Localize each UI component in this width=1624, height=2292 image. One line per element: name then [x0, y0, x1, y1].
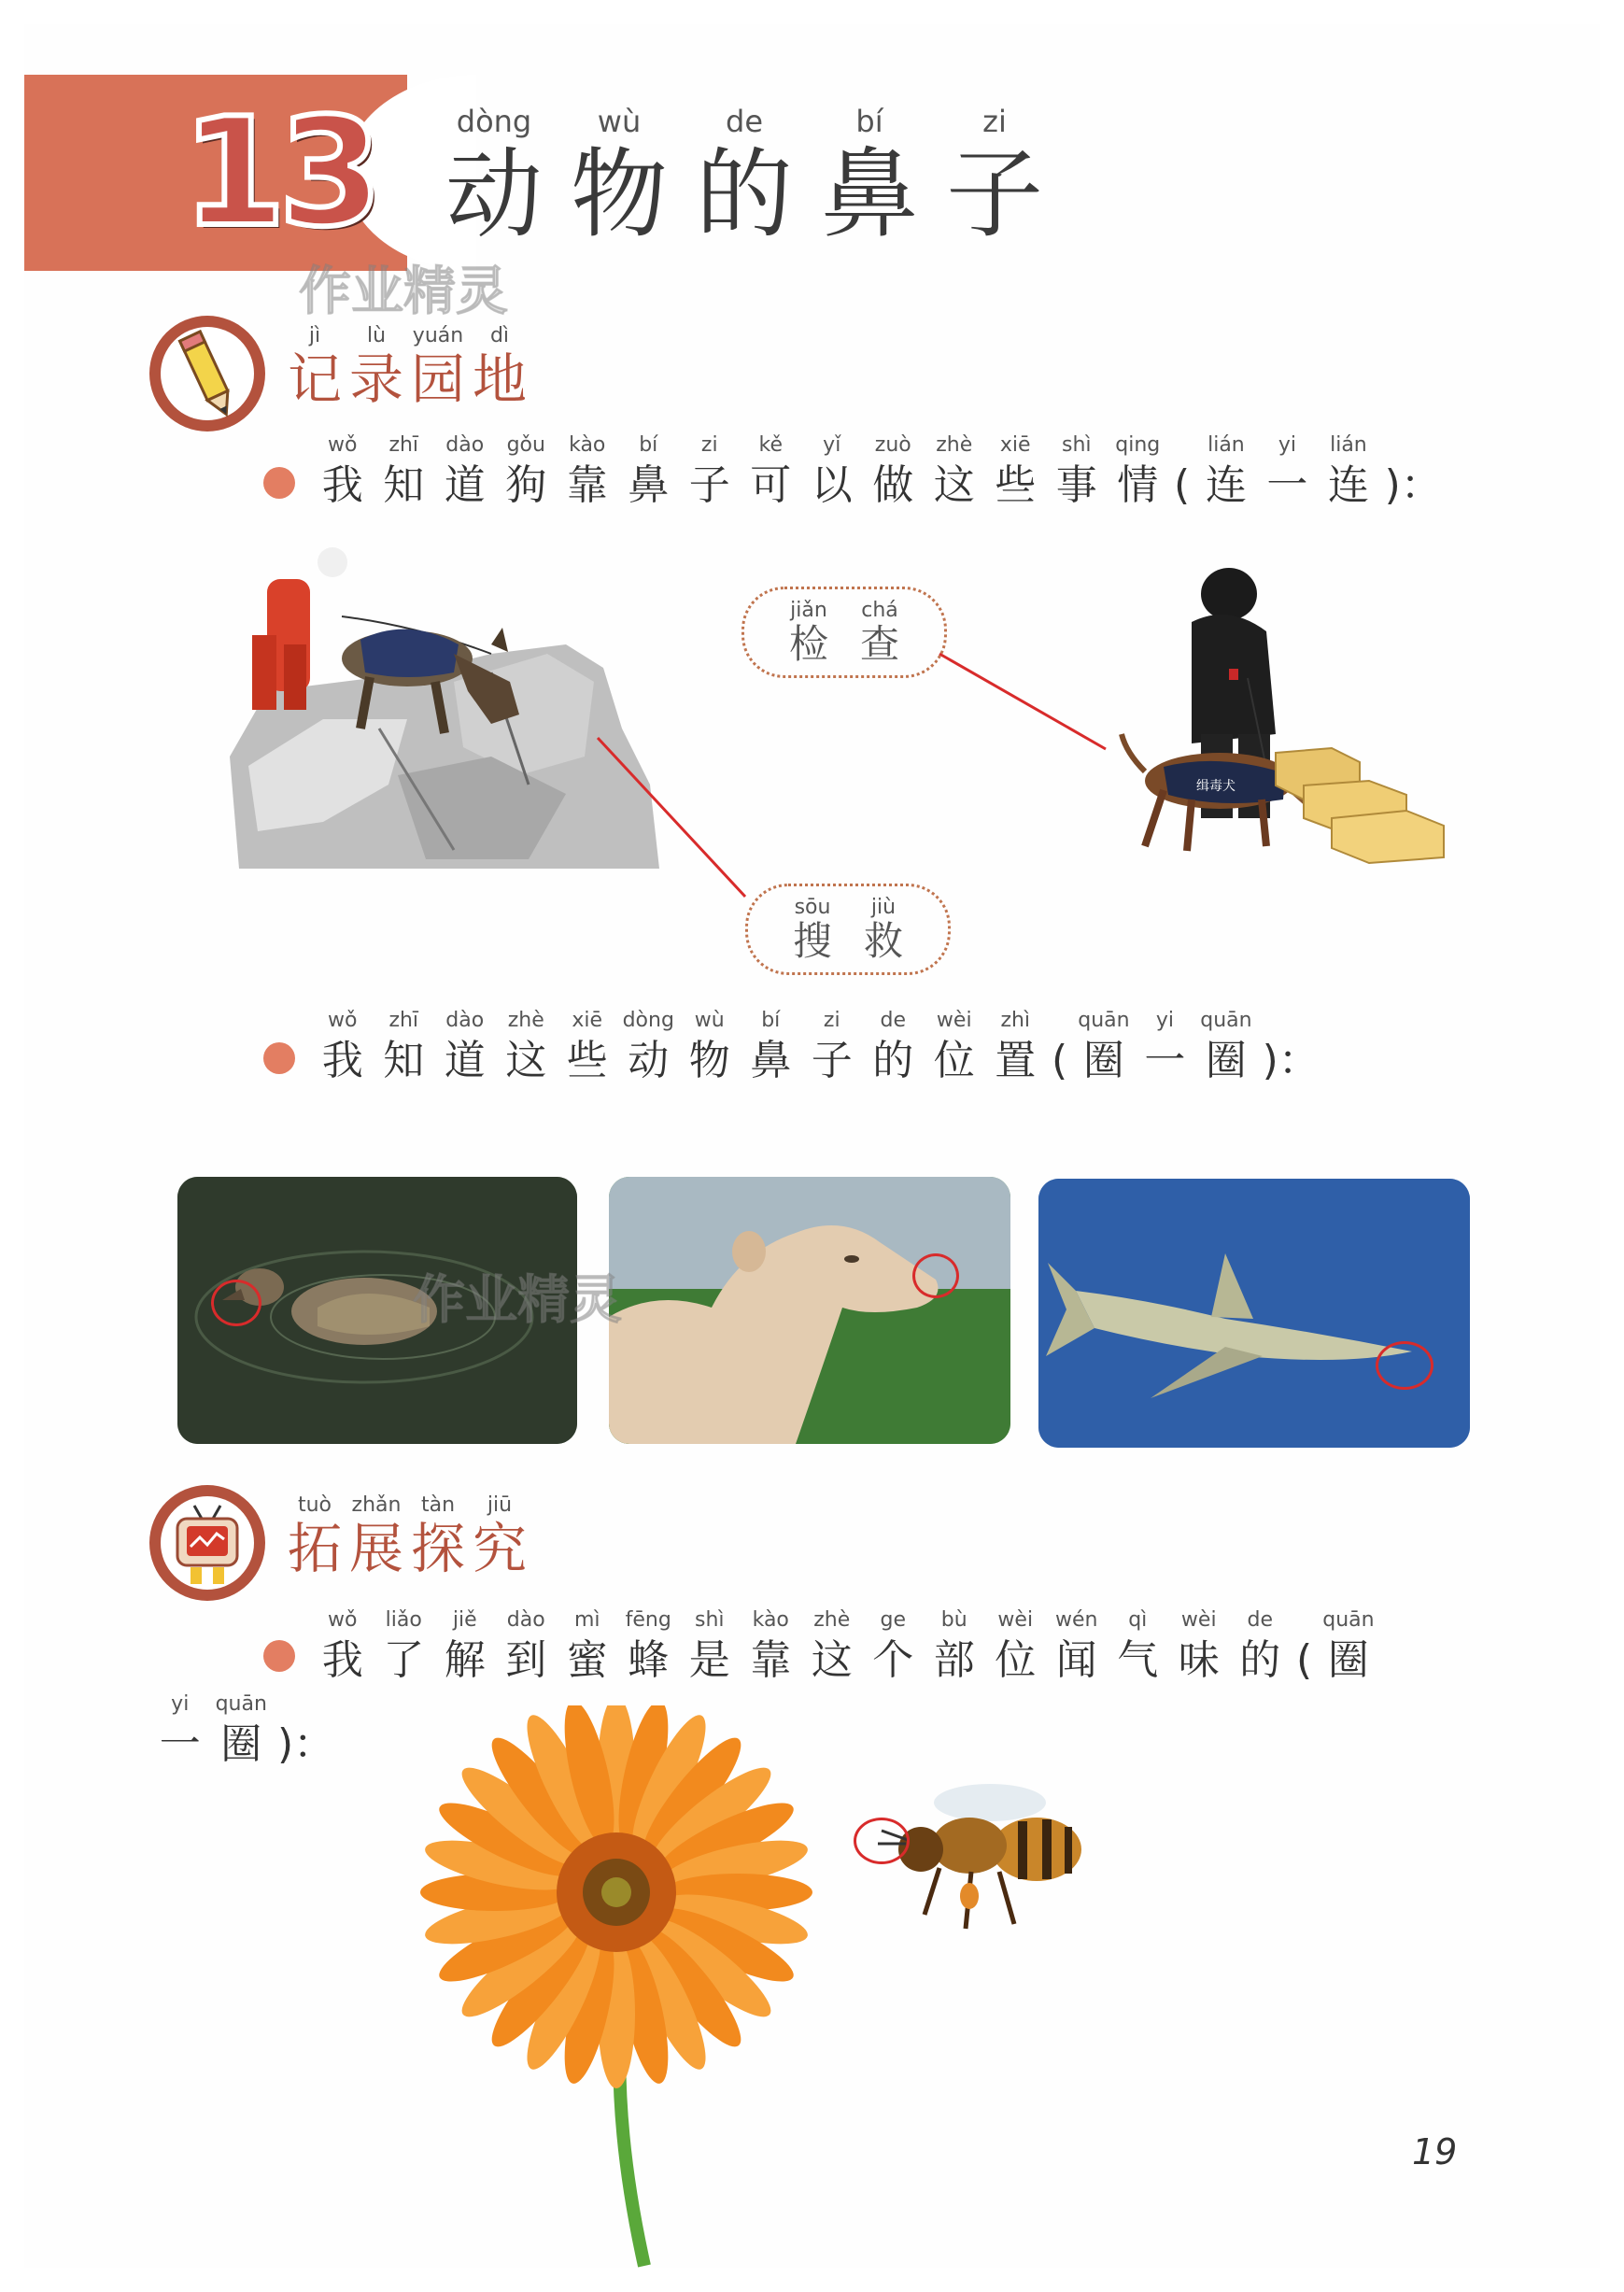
hanzi: 我 — [321, 1636, 363, 1684]
hanzi: 动 — [445, 137, 543, 251]
pinyin: bí — [855, 104, 883, 139]
shark-photo — [1038, 1179, 1470, 1448]
pinyin: wù — [694, 1009, 725, 1032]
hanzi: 圈 — [1327, 1636, 1369, 1684]
pinyin: quān — [1322, 1608, 1375, 1632]
hanzi: 以 — [811, 461, 853, 509]
hanzi: 圈 — [1205, 1037, 1247, 1084]
pinyin: zhǎn — [351, 1493, 402, 1517]
hanzi: 这 — [811, 1636, 853, 1684]
hanzi: 救 — [863, 918, 903, 964]
pinyin: wèi — [1180, 1608, 1217, 1632]
pinyin: dào — [445, 433, 485, 457]
hanzi: 的 — [872, 1037, 914, 1084]
hanzi: 动 — [628, 1037, 670, 1084]
pinyin: wù — [597, 104, 642, 139]
hanzi: 我 — [321, 1037, 363, 1084]
hanzi: 检 — [788, 621, 828, 667]
pinyin: gǒu — [506, 433, 545, 457]
pinyin: yi — [171, 1692, 190, 1716]
question-char — [801, 1606, 863, 1687]
pinyin: shì — [694, 1608, 725, 1632]
hanzi: 蜜 — [566, 1636, 608, 1684]
option-char — [789, 896, 836, 963]
hanzi: 了 — [383, 1636, 425, 1684]
pinyin: quān — [1200, 1009, 1252, 1032]
question-char — [924, 1606, 985, 1687]
hanzi: 拓 — [287, 1517, 342, 1580]
section-title-char — [286, 1493, 344, 1578]
pinyin: zhè — [936, 433, 973, 457]
question-char — [496, 1606, 558, 1687]
hanzi: 鼻 — [750, 1037, 792, 1084]
hanzi: 一 — [1144, 1037, 1186, 1084]
hanzi: 狗 — [505, 461, 547, 509]
section-title-char — [347, 1493, 405, 1578]
option-check[interactable] — [741, 587, 947, 678]
hanzi: 鼻 — [820, 137, 918, 251]
hanzi: 个 — [872, 1636, 914, 1684]
pinyin: zhè — [507, 1009, 544, 1032]
question-char — [741, 1606, 802, 1687]
pinyin: xiē — [999, 433, 1031, 457]
pinyin: liǎo — [385, 1608, 422, 1632]
option-char — [860, 896, 907, 963]
pinyin: fēng — [625, 1608, 671, 1632]
camel-nose-circle — [912, 1253, 959, 1298]
watermark: 作业精灵 — [413, 1270, 622, 1331]
pinyin: lián — [1330, 433, 1367, 457]
question-char — [211, 1691, 273, 1771]
hanzi: 知 — [383, 1037, 425, 1084]
pinyin: jì — [308, 324, 321, 347]
pinyin: zuò — [874, 433, 911, 457]
question-bee-line2 — [149, 1691, 340, 1771]
hanzi: 录 — [348, 347, 403, 411]
hanzi: 子 — [945, 137, 1043, 251]
question-char — [434, 1606, 496, 1687]
question-bee — [312, 1606, 1379, 1687]
question-char — [374, 1007, 435, 1087]
pinyin: mì — [573, 1608, 600, 1632]
pinyin: zi — [700, 433, 718, 457]
pinyin: yi — [1278, 433, 1296, 457]
pinyin: sōu — [794, 896, 831, 919]
hanzi: 可 — [750, 461, 792, 509]
section-title-char — [471, 1493, 529, 1578]
camel-photo — [609, 1177, 1010, 1444]
hanzi: 记 — [287, 347, 342, 411]
question-char — [312, 1606, 374, 1687]
pinyin: qì — [1128, 1608, 1148, 1632]
question-char — [679, 1606, 741, 1687]
hanzi: 一 — [1266, 461, 1308, 509]
pinyin: zhī — [388, 433, 419, 457]
hanzi: 靠 — [566, 461, 608, 509]
hanzi: 道 — [444, 461, 486, 509]
pinyin: dào — [506, 1608, 545, 1632]
hanzi: 圈 — [220, 1720, 262, 1768]
pinyin: jiě — [452, 1608, 477, 1632]
hanzi: 解 — [444, 1636, 486, 1684]
pinyin: kào — [752, 1608, 789, 1632]
question-char — [1046, 1606, 1108, 1687]
hanzi: 些 — [995, 461, 1037, 509]
watermark: 作业精灵 — [299, 262, 508, 322]
hanzi: 味 — [1178, 1636, 1220, 1684]
paren-close: )： — [1262, 1037, 1320, 1084]
hanzi: 地 — [472, 347, 527, 411]
pinyin: tuò — [297, 1493, 332, 1517]
hanzi: 事 — [1055, 461, 1097, 509]
pinyin: lù — [366, 324, 387, 347]
question-char — [434, 1007, 496, 1087]
question-char — [863, 1606, 925, 1687]
pinyin: de — [726, 104, 763, 139]
question-char — [1108, 1606, 1169, 1687]
question-char — [312, 1007, 374, 1087]
hanzi: 靠 — [750, 1636, 792, 1684]
pinyin: zi — [823, 1009, 840, 1032]
pinyin: de — [1247, 1608, 1273, 1632]
bullet-dot — [263, 1042, 295, 1074]
question-char — [1073, 1007, 1135, 1087]
hanzi: 闻 — [1055, 1636, 1097, 1684]
pinyin: jiū — [487, 1493, 513, 1517]
question-char — [741, 1007, 802, 1087]
pinyin: yuán — [412, 324, 464, 347]
hanzi: 鼻 — [628, 461, 670, 509]
paren-close: )： — [277, 1720, 335, 1768]
tv-robot-icon — [149, 1485, 265, 1601]
pinyin: chá — [861, 599, 898, 622]
pinyin: wǒ — [328, 1608, 358, 1632]
paren-close: )： — [1384, 461, 1442, 509]
pinyin: wǒ — [328, 433, 358, 457]
hanzi: 物 — [688, 1037, 730, 1084]
pinyin: bí — [761, 1009, 781, 1032]
pinyin: shì — [1061, 433, 1092, 457]
hanzi: 道 — [444, 1037, 486, 1084]
pinyin: dòng — [456, 104, 532, 139]
flower-photo — [392, 1705, 878, 2275]
hanzi: 园 — [410, 347, 465, 411]
dog-vest-label: 缉毒犬 — [1196, 779, 1236, 794]
hanzi: 气 — [1117, 1636, 1159, 1684]
hanzi: 位 — [995, 1636, 1037, 1684]
question-char — [985, 1606, 1047, 1687]
section-title-explore — [286, 1493, 529, 1578]
hanzi: 情 — [1117, 461, 1159, 509]
page-number: 19 — [1412, 2131, 1458, 2172]
lesson-number: 13 — [182, 85, 375, 260]
hanzi: 是 — [688, 1636, 730, 1684]
hanzi: 的 — [1239, 1636, 1281, 1684]
pinyin: dì — [489, 324, 510, 347]
question-char — [801, 1007, 863, 1087]
question-char — [557, 1606, 618, 1687]
question-char — [149, 1691, 211, 1771]
hanzi: 知 — [383, 461, 425, 509]
question-char — [496, 1007, 558, 1087]
pinyin: jiù — [870, 896, 897, 919]
pinyin: zhī — [388, 1009, 419, 1032]
hanzi: 部 — [933, 1636, 975, 1684]
section-title-char — [409, 1493, 467, 1578]
pinyin: kě — [758, 433, 783, 457]
hanzi: 查 — [859, 621, 899, 667]
question-char — [1168, 1606, 1230, 1687]
question-char — [1195, 1007, 1257, 1087]
hanzi: 的 — [695, 137, 793, 251]
hanzi: 子 — [811, 1037, 853, 1084]
hanzi: 到 — [505, 1636, 547, 1684]
question-char — [618, 1606, 680, 1687]
hanzi: 这 — [933, 461, 975, 509]
hanzi: 连 — [1205, 461, 1247, 509]
bullet-dot — [263, 1640, 295, 1672]
shark-nose-circle — [1376, 1341, 1433, 1390]
hanzi: 这 — [505, 1037, 547, 1084]
pinyin: wèi — [936, 1009, 972, 1032]
pinyin: tàn — [420, 1493, 456, 1517]
pinyin: jiǎn — [790, 599, 827, 622]
hanzi: 我 — [321, 461, 363, 509]
pinyin: quān — [1078, 1009, 1130, 1032]
question-char — [1135, 1007, 1196, 1087]
question-char — [374, 1606, 435, 1687]
pinyin: wèi — [997, 1608, 1034, 1632]
pinyin: de — [880, 1009, 906, 1032]
question-char — [618, 1007, 680, 1087]
hanzi: 置 — [995, 1037, 1037, 1084]
hanzi: 位 — [933, 1037, 975, 1084]
question-char — [924, 1007, 985, 1087]
pinyin: ge — [880, 1608, 906, 1632]
hanzi: 蜂 — [628, 1636, 670, 1684]
pinyin: wǒ — [328, 1009, 358, 1032]
bee-photo — [850, 1775, 1121, 1952]
hanzi: 搜 — [792, 918, 832, 964]
question-char — [1230, 1606, 1292, 1687]
hanzi: 探 — [410, 1517, 465, 1580]
duck-nose-circle — [211, 1280, 261, 1326]
question-char — [557, 1007, 618, 1087]
pinyin: zhì — [1000, 1009, 1031, 1032]
pinyin: quān — [215, 1692, 267, 1716]
pinyin: dào — [445, 1009, 485, 1032]
pinyin: bù — [940, 1608, 967, 1632]
hanzi: 物 — [570, 137, 668, 251]
hanzi: 些 — [566, 1037, 608, 1084]
pinyin: dòng — [622, 1009, 674, 1032]
question-char — [985, 1007, 1047, 1087]
option-char — [785, 599, 832, 666]
hanzi: 圈 — [1082, 1037, 1124, 1084]
paren-open: ( — [1296, 1636, 1313, 1684]
pinyin: lián — [1207, 433, 1245, 457]
pinyin: kào — [569, 433, 606, 457]
pinyin: wén — [1055, 1608, 1098, 1632]
question-char — [863, 1007, 925, 1087]
hanzi: 子 — [688, 461, 730, 509]
pinyin: bí — [639, 433, 658, 457]
bee-antenna-circle — [854, 1818, 910, 1864]
pinyin: qing — [1115, 433, 1161, 457]
pinyin: xiē — [572, 1009, 603, 1032]
pinyin: zi — [982, 104, 1007, 139]
question-circle-nose — [312, 1007, 1325, 1087]
question-char — [679, 1007, 741, 1087]
pinyin: zhè — [813, 1608, 851, 1632]
question-char — [1318, 1606, 1379, 1687]
hanzi: 展 — [348, 1517, 403, 1580]
paren-open: ( — [1052, 1037, 1068, 1084]
hanzi: 做 — [872, 461, 914, 509]
hanzi: 究 — [472, 1517, 527, 1580]
pinyin: yi — [1155, 1009, 1174, 1032]
hanzi: 连 — [1327, 461, 1369, 509]
paren-open: ( — [1174, 461, 1191, 509]
hanzi: 一 — [159, 1720, 201, 1768]
pinyin: yǐ — [823, 433, 841, 457]
option-rescue[interactable] — [745, 884, 951, 975]
option-char — [856, 599, 903, 666]
